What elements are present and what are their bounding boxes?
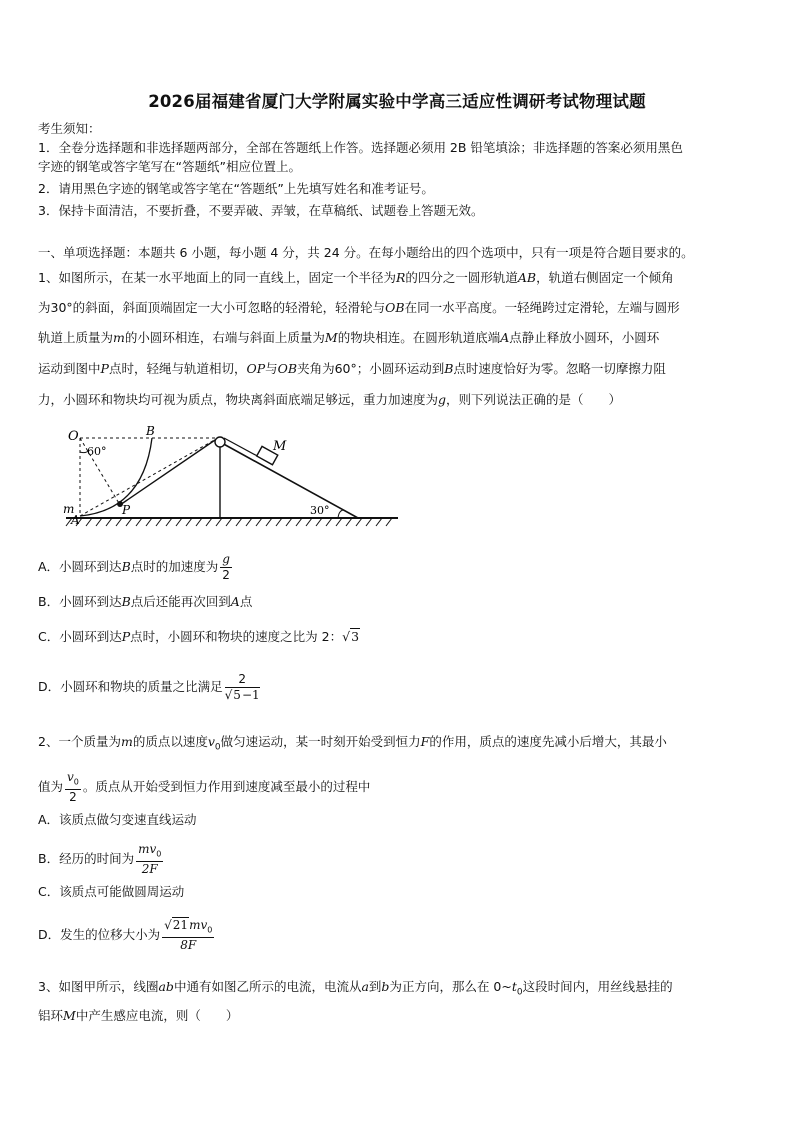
fraction-v0-over-2: $\frac{v_0}{2}$: [67, 770, 79, 805]
q1-option-a[interactable]: A．小圆环到达B点时的加速度为 $\frac{g}{2}$: [38, 552, 230, 582]
notice-heading: 考生须知：: [38, 121, 101, 136]
page-title: 2026届福建省厦门大学附属实验中学高三适应性调研考试物理试题: [148, 92, 646, 111]
q2-option-c[interactable]: C．该质点可能做圆周运动: [38, 884, 185, 899]
notice-item-1-cont: 字迹的钢笔或答字笔写在“答题纸”相应位置上。: [38, 159, 301, 174]
notice-item-2: 2．请用黑色字迹的钢笔或答字笔在“答题纸”上先填写姓名和准考证号。: [38, 181, 434, 196]
q1-line-2: 为30°的斜面，斜面顶端固定一大小可忽略的轻滑轮，轻滑轮与OB在同一水平高度。一轻绳跨过定滑轮，左端与圆形: [38, 300, 680, 315]
q3-line-2: 铝环M中产生感应电流，则（ ）: [38, 1008, 239, 1023]
sqrt-3: √3: [342, 629, 360, 644]
label-m-block: M: [273, 439, 287, 454]
label-angle-60: 60°: [87, 445, 107, 458]
q1-line-3: 轨道上质量为m的小圆环相连，右端与斜面上质量为M的物块相连。在圆形轨道底端A点静止释放小圆环，小圆环: [38, 330, 660, 345]
fraction-g-over-2: $\frac{g}{2}$: [222, 552, 230, 582]
q2-option-d[interactable]: D．发生的位移大小为 $\frac{√21mv_0}{8F}$: [38, 918, 213, 953]
label-a: A: [71, 513, 80, 527]
label-p: P: [122, 503, 131, 517]
q2-option-b[interactable]: B．经历的时间为 $\frac{mv_0}{2F}$: [38, 842, 162, 877]
rope-left: [120, 438, 218, 505]
angle-30-arc: [338, 510, 344, 518]
q2-option-a[interactable]: A．该质点做匀变速直线运动: [38, 812, 197, 827]
q1-line-1: 1、如图所示，在某一水平地面上的同一直线上，固定一个半径为R的四分之一圆形轨道AB，轨道右侧固定一个倾角: [38, 270, 674, 285]
q1-figure: [58, 420, 403, 530]
q1-option-d[interactable]: D．小圆环和物块的质量之比满足 $\frac{2}{√5-1}$: [38, 672, 260, 702]
fraction-mv0-over-2f: $\frac{mv_0}{2F}$: [138, 842, 162, 877]
q2-line-1: 2、一个质量为m的质点以速度$v_0$做匀速运动，某一时刻开始受到恒力F的作用，质点的速度先减小后增大，其最小: [38, 734, 667, 753]
section-heading: 一、单项选择题：本题共 6 小题，每小题 4 分，共 24 分。在每小题给出的四个选项中，只有一项是符合题目要求的。: [38, 245, 694, 260]
q2-line-2: 值为 $\frac{v_0}{2}$ 。质点从开始受到恒力作用到速度减至最小的过程中: [38, 770, 371, 805]
label-m-small: m: [63, 502, 75, 516]
label-o: O: [68, 429, 79, 444]
label-b: B: [146, 424, 155, 438]
ground-hatch: [66, 518, 392, 526]
q1-line-5: 力，小圆环和物块均可视为质点，物块离斜面底端足够远，重力加速度为g，则下列说法正确的是（ ）: [38, 392, 622, 407]
incline-surface: [220, 442, 358, 518]
notice-item-3: 3．保持卡面清洁，不要折叠，不要弄破、弄皱，在草稿纸、试题卷上答题无效。: [38, 203, 484, 218]
fraction-2-over-sqrt5-minus-1: $\frac{2}{√5-1}$: [224, 672, 260, 702]
q1-line-4: 运动到图中P点时，轻绳与轨道相切，OP与OB夹角为60°；小圆环运动到B点时速度恰好为零。忽略一切摩擦力阻: [38, 361, 666, 376]
q1-option-c[interactable]: C．小圆环到达P点时，小圆环和物块的速度之比为 2：√3: [38, 629, 360, 644]
notice-item-1: 1．全卷分选择题和非选择题两部分，全部在答题纸上作答。选择题必须用 2B 铅笔填涂；非选择题的答案必须用黑色: [38, 140, 683, 155]
label-angle-30: 30°: [310, 504, 330, 517]
pulley-icon: [215, 437, 225, 447]
fraction-sqrt21-mv0-over-8f: $\frac{√21mv_0}{8F}$: [164, 918, 213, 953]
q1-option-b[interactable]: B．小圆环到达B点后还能再次回到A点: [38, 594, 253, 609]
q3-line-1: 3、如图甲所示，线圈ab中通有如图乙所示的电流，电流从a到b为正方向，那么在 $0\sim t_0$这段时间内，用丝线悬挂的: [38, 979, 673, 998]
